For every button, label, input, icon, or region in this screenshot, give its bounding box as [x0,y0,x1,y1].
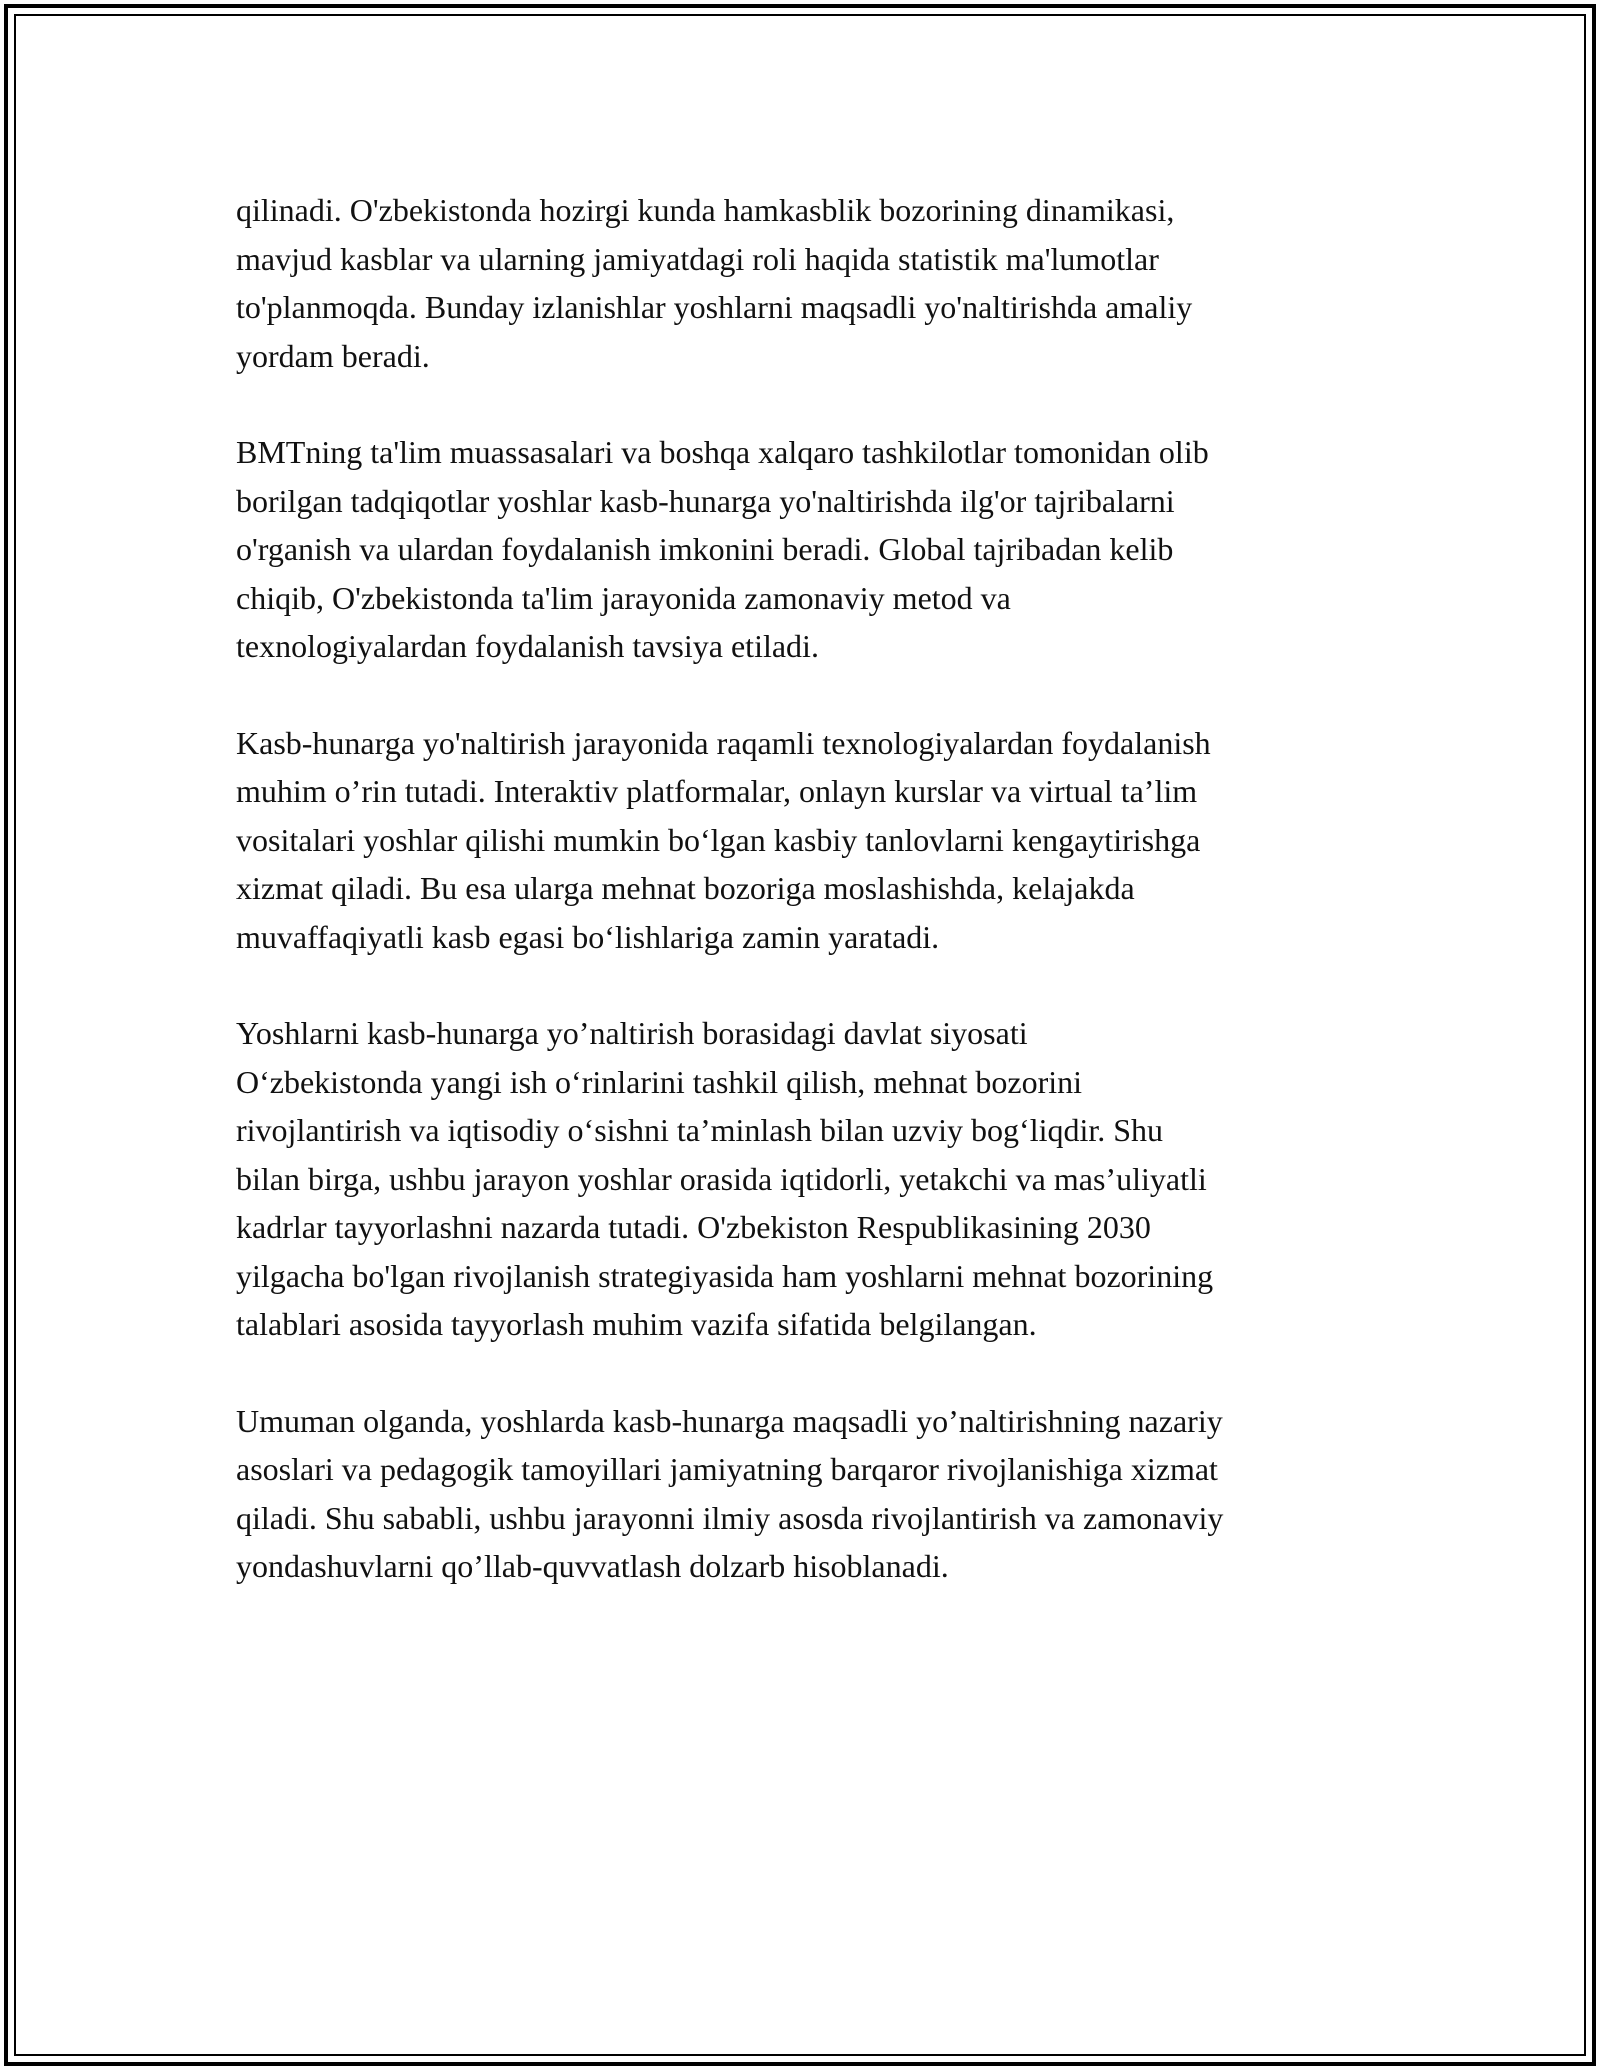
document-body [236,186,1376,1639]
paragraph: Kasb-hunarga yo'naltirish jarayonida raqamli texnologiyalardan foydalanish muhim o’rin tutadi. Interaktiv platformalar, onlayn kurslar va virtual ta’lim vositalari yoshlar qilishi mumkin bo‘lgan kasbiy tanlovlarni kengaytirishga xizmat qiladi. Bu esa ularga mehnat bozoriga moslashishda, kelajakda muvaffaqiyatli kasb egasi bo‘lishlariga zamin yaratadi. [236,724,1211,955]
paragraph: Umuman olganda, yoshlarda kasb-hunarga maqsadli yo’naltirishning nazariy asoslari va pedagogik tamoyillari jamiyatning barqaror rivojlanishiga xizmat qiladi. Shu sababli, ushbu jarayonni ilmiy asosda rivojlantirish va zamonaviy yondashuvlarni qo’llab-quvvatlash dolzarb hisoblanadi. [236,1402,1224,1584]
paragraph: Yoshlarni kasb-hunarga yo’naltirish borasidagi davlat siyosati O‘zbekistonda yangi ish o‘rinlarini tashkil qilish, mehnat bozorini rivojlantirish va iqtisodiy o‘sishni ta’minlash bilan uzviy bog‘liqdir. Shu bilan birga, ushbu jarayon yoshlar orasida iqtidorli, yetakchi va mas’uliyatli kadrlar tayyorlashni nazarda tutadi. O'zbekiston Respublikasining 2030 yilgacha bo'lgan rivojlanish strategiyasida ham yoshlarni mehnat bozorining talablari asosida tayyorlash muhim vazifa sifatida belgilangan. [236,1015,1214,1342]
paragraph: BMTning ta'lim muassasalari va boshqa xalqaro tashkilotlar tomonidan olib borilgan tadqiqotlar yoshlar kasb-hunarga yo'naltirishda ilg'or tajribalarni o'rganish va ulardan foydalanish imkonini beradi. Global tajribadan kelib chiqib, O'zbekistonda ta'lim jarayonida zamonaviy metod va texnologiyalardan foydalanish tavsiya etiladi. [236,434,1209,664]
paragraph: qilinadi. O'zbekistonda hozirgi kunda hamkasblik bozorining dinamikasi, mavjud kasblar va ularning jamiyatdagi roli haqida statistik ma'lumotlar to'planmoqda. Bunday izlanishlar yoshlarni maqsadli yo'naltirishda amaliy yordam beradi. [236,192,1193,374]
